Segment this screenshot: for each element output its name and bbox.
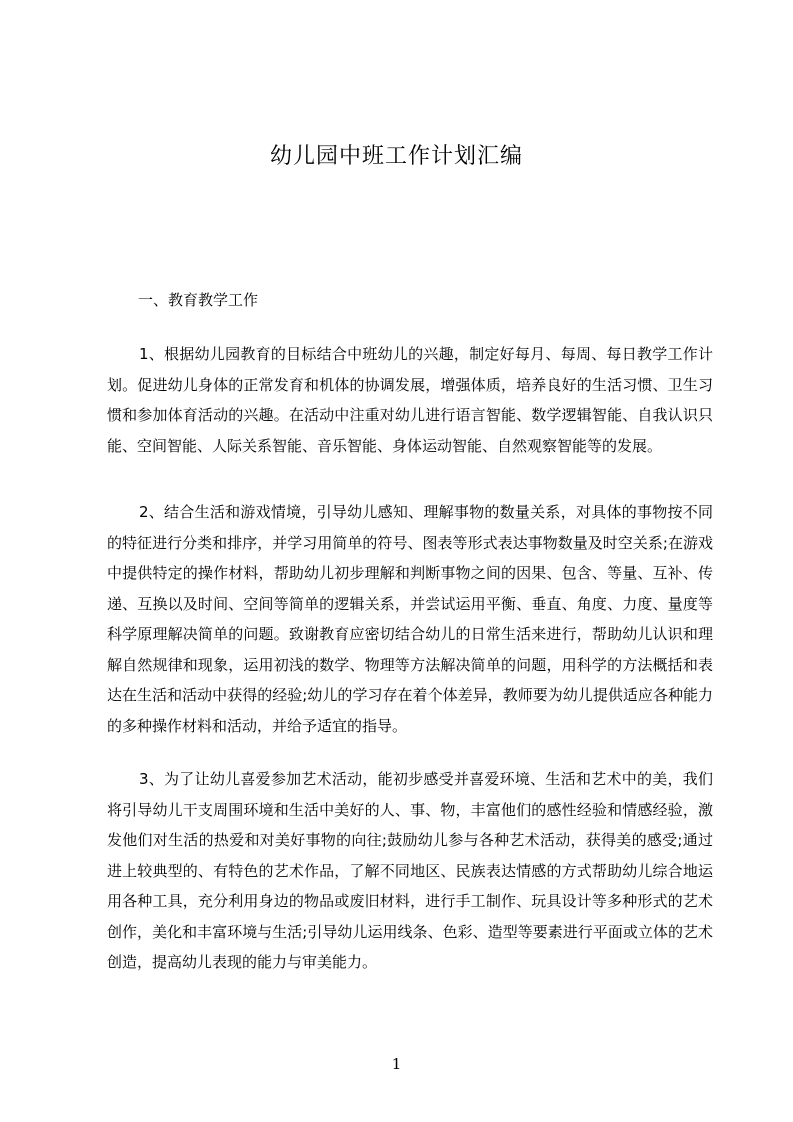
section-heading: 一、教育教学工作 bbox=[138, 291, 259, 309]
paragraph-3: 3、为了让幼儿喜爱参加艺术活动，能初步感受并喜爱环境、生活和艺术中的美，我们将引导幼儿干支周围环境和生活中美好的人、事、物，丰富他们的感性经验和情感经验，激发他们对生活的热爱和对美好事物的向往;鼓励幼儿参与各种艺术活动，获得美的感受;通过进上较典型的、有特色的艺术作品，了解不同地区、民族表达情感的方式帮助幼儿综合地运用各种工具，充分利用身边的物品或废旧材料，进行手工制作、玩具设计等多种形式的艺术创作，美化和丰富环境与生活;引导幼儿运用线条、色彩、造型等要素进行平面或立体的艺术创造，提高幼儿表现的能力与审美能力。 bbox=[107, 770, 713, 971]
paragraph-1: 1、根据幼儿园教育的目标结合中班幼儿的兴趣，制定好每月、每周、每日教学工作计划。促进幼儿身体的正常发育和机体的协调发展，增强体质，培养良好的生活习惯、卫生习惯和参加体育活动的兴趣。在活动中注重对幼儿进行语言智能、数学逻辑智能、自我认识只能、空间智能、人际关系智能、音乐智能、身体运动智能、自然观察智能等的发展。 bbox=[107, 345, 713, 455]
paragraph-2: 2、结合生活和游戏情境，引导幼儿感知、理解事物的数量关系，对具体的事物按不同的特征进行分类和排序，并学习用简单的符号、图表等形式表达事物数量及时空关系;在游戏中提供特定的操作材料，帮助幼儿初步理解和判断事物之间的因果、包含、等量、互补、传递、互换以及时间、空间等简单的逻辑关系，并尝试运用平衡、垂直、角度、力度、量度等科学原理解决简单的问题。致谢教育应密切结合幼儿的日常生活来进行，帮助幼儿认识和理解自然规律和现象，运用初浅的数学、物理等方法解决简单的问题，用科学的方法概括和表达在生活和活动中获得的经验;幼儿的学习存在着个体差异，教师要为幼儿提供适应各种能力的多种操作材料和活动，并给予适宜的指导。 bbox=[107, 503, 713, 735]
document-title: 幼儿园中班工作计划汇编 bbox=[269, 144, 523, 169]
page-number: 1 bbox=[391, 1055, 402, 1073]
